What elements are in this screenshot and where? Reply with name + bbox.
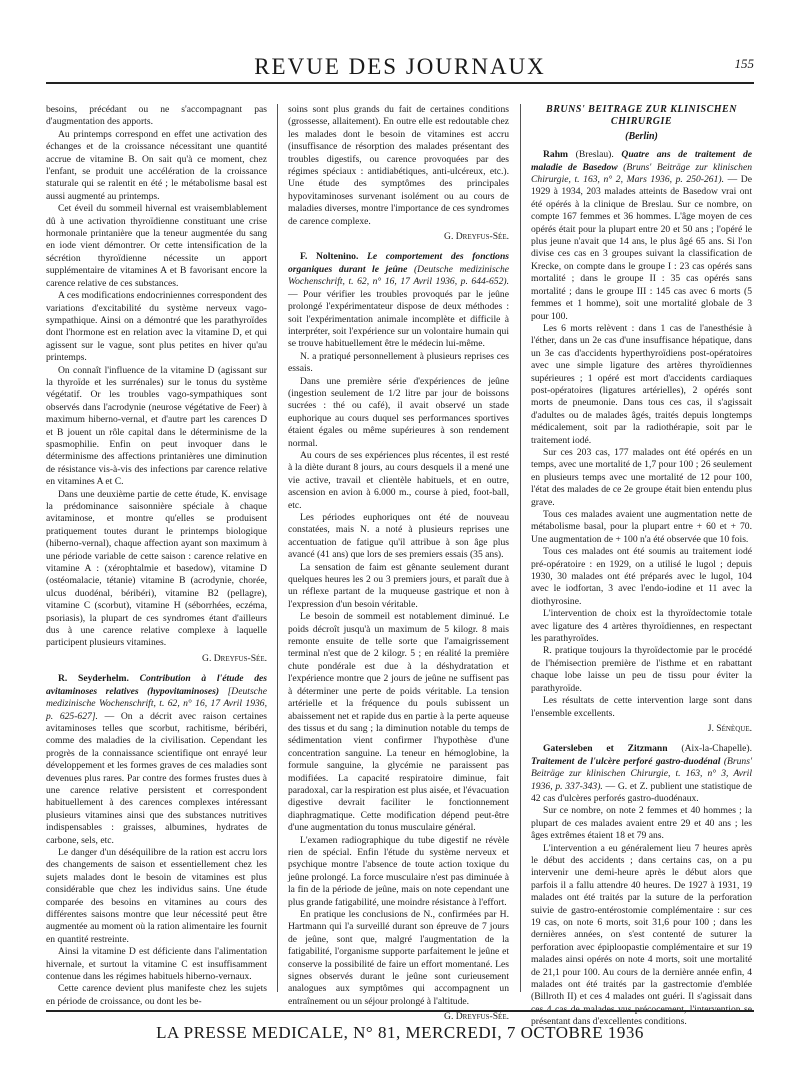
paragraph: Cette carence devient plus manifeste chez les sujets en période de croissance, ou dont les be- (46, 983, 267, 1007)
paragraph: Au printemps correspond en effet une activation des échanges et de la croissance nécessitant une quantité accrue de vitamine B. On sait qu'à ce moment, chez l'enfant, se produit une accélération de la croissance staturale qui se ralentit en été ; le métabolisme basal est aussi augmenté au printemps. (46, 128, 267, 202)
paragraph: besoins, précédant ou ne s'accompagnant pas d'augmentation des apports. (46, 104, 267, 128)
article-author: R. Seyderhelm. (58, 673, 129, 685)
column-divider (277, 104, 278, 992)
article-heading (46, 673, 267, 847)
signature: J. Sénèque. (707, 722, 752, 734)
paragraph: Les résultats de cette intervention large sont dans l'ensemble excellents. (531, 695, 752, 719)
article-reference: (Bruns' Beiträge zur klinischen Chirurgie, t. 163, n° 2, Mars 1936, p. 250-261). (531, 161, 753, 186)
article-heading (531, 743, 752, 805)
signature: G. Dreyfus-Sée. (444, 1011, 509, 1023)
paragraph: A ces modifications endocriniennes correspondent des variations d'excitabilité du système nerveux vago-sympathique. Ainsi on a démontré que les parathyroïdes dont l'hormone est en relation avec la vitamine D, et qui agissent sur le vague, sont plus petites en hiver qu'au printemps. (46, 290, 267, 364)
article-authors: Gatersleben et Zitzmann (543, 743, 668, 755)
paragraph: Les 6 morts relèvent : dans 1 cas de l'anesthésie à l'éther, dans un 2e cas d'une insuffisance hépatique, dans un 3e cas d'accidents hyperthyroïdiens post-opératoires avec une simple ligature des artères thyroïdiennes supérieures ; 1 opéré est mort d'accidents cardiaques post-opératoires (ligatures artérielles), 2 opérés sont morts de pneumonie. Dans tous ces cas, il s'agissait d'adultes ou de malades âgés, traités depuis longtemps médicalement, soit par la radiothérapie, soit par le traitement iodé. (531, 322, 752, 446)
journal-section-heading: BRUNS' BEITRAGE ZUR KLINISCHEN CHIRURGIE (546, 104, 737, 128)
article-author: F. Noltenino. (300, 251, 359, 263)
article-author: Rahm (543, 149, 569, 161)
paragraph: N. a pratiqué personnellement à plusieurs reprises ces essais. (288, 350, 509, 375)
article-title: Le comportement des fonctions organiques durant le jeûne (288, 251, 510, 275)
article-reference: [Deutsche medizinische Wochenschrift, t. 62, n° 16, 17 Avril 1936, p. 625-627]. (46, 685, 267, 722)
paragraph: Le besoin de sommeil est notablement diminué. Le poids décroît jusqu'à un maximum de 5 kilogr. 8 mais remonte ensuite de telle sorte que l'amaigrissement terminal n'est que de 2 kilogr. 5 ; en réalité la première chute pondérale est due à la déshydratation et l'expérience montre que 2 jours de jeûne ne suffisent pas à déterminer une perte de poids véritable. La tension artérielle et la fréquence du pouls subissent un abaissement net et rapide dus en partie à la perte aqueuse des tissus et du sang ; la diminution notable du temps de sédimentation vient confirmer l'hypothèse d'une concentration sanguine. La teneur en hémoglobine, la formule sanguine, la glycémie ne paraissent pas modifiées. La capacité respiratoire diminue, fait paradoxal, car la respiration est plus aisée, et l'évacuation digestive devrait faciliter le fonctionnement diaphragmatique. Cette modification dépend peut-être d'une augmentation du tonus musculaire général. (288, 611, 509, 834)
paragraph: On connaît l'influence de la vitamine D (agissant sur la thyroïde et les surrénales) sur le tonus du système végétatif. Or les troubles vago-sympathiques sont observés dans l'acrodynie (neurose végétative de Feer) à maximum hiberno-vernal, et d'autre part les carences D et B jouent un rôle capital dans le déterminisme de la spasmophilie. Enfin on peut invoquer dans le déterminisme des affections printanières une diminution de résistance vis-à-vis des infections par carence relative en vitamines A et C. (46, 364, 267, 488)
article-title: Contribution à l'étude des avitaminoses relatives (hypovitaminoses) (46, 673, 267, 697)
paragraph: R. pratique toujours la thyroïdectomie par le procédé de l'hémisection première de l'isthme et en rabattant chaque lobe laisse un peu de tissu pour éviter la parathyroïde. (531, 645, 752, 694)
publication-line: LA PRESSE MEDICALE, N° 81, MERCREDI, 7 OCTOBRE 1936 (156, 1023, 644, 1042)
page-header (46, 48, 754, 84)
signature: G. Dreyfus-Sée. (202, 652, 267, 664)
paragraph: Tous ces malades avaient une augmentation nette de métabolisme basal, pour la plupart entre + 60 et + 70. Une augmentation de + 100 n'a été observée que 10 fois. (531, 509, 752, 545)
article-place: (Breslau). (575, 149, 614, 161)
paragraph: Sur ces 203 cas, 177 malades ont été opérés en un temps, avec une mortalité de 1,7 pour 100 ; 26 seulement en plusieurs temps avec une mortalité de 12 pour 100, l'état des malades de ce 2e groupe était bien entendu plus grave. (531, 446, 752, 508)
article-lead: — Pour vérifier les troubles provoqués par le jeûne prolongé l'expérimentateur dispose de deux méthodes : soit l'expérimentation animale incomplète et difficile à interpréter, soit l'expérience sur un volontaire humain qui se trouve habituellement être le médecin lui-même. (288, 288, 509, 350)
paragraph: L'examen radiographique du tube digestif ne révèle rien de spécial. Enfin l'étude du système nerveux et psychique montre l'absence de toute action toxique du jeûne prolongé. La force musculaire n'est pas diminuée à la fin de la période de jeûne, mais on note cependant une plus grande fatigabilité, une moindre résistance à l'effort. (288, 834, 509, 908)
paragraph: Les périodes euphoriques ont été de nouveau constatées, mais N. a noté à plusieurs reprises une accentuation de fatigue qu'il attribue à son âge plus avancé (41 ans) que lors de ses premiers essais (35 ans). (288, 512, 509, 561)
article-columns (46, 104, 754, 1028)
article-title: Traitement de l'ulcère perforé gastro-duodénal (531, 755, 721, 767)
paragraph: Ainsi la vitamine D est déficiente dans l'alimentation hivernale, et surtout la vitamine C est insuffisamment contenue dans les régimes habituels hiberno-vernaux. (46, 946, 267, 983)
paragraph: Au cours de ses expériences plus récentes, il est resté à la diète durant 8 jours, au cours desquels il a mené une vie active, travail et clientèle habituels, et en outre, ascension en avion à 6.000 m., course à pied, foot-ball, etc. (288, 449, 509, 511)
paragraph: L'intervention a eu généralement lieu 7 heures après le début des accidents ; dans certains cas, on a pu intervenir une demi-heure après le début alors que parfois il a fallu attendre 40 heures. De 1927 à 1931, 19 malades ont été traités par la suture de la perforation suivie de gastro-entérostomie complémentaire : sur ces 19 cas, on note 6 morts, soit 31,6 pour 100 ; dans les dernières années, on s'est contenté de suturer la perforation avec épiploopastie complémentaire et sur 19 malades ainsi opérés on note 4 morts, soit une mortalité de 21,1 pour 100. Au cours de la dernière année enfin, 4 malades ont été traités par la gastrectomie d'emblée (Billroth II) et ces 4 malades ont guéri. Il s'agissait dans ces 4 cas de malades vus précocement, l'intervention se présentant dans d'excellentes conditions. (531, 842, 752, 1028)
article-lead: — On a décrit avec raison certaines avitaminoses telles que scorbut, rachitisme, béribéri, comme des maladies de la civilisation. Cependant les progrès de la connaissance scientifique ont enrayé leur développement et les formes graves de ces maladies sont devenues plus rares. Par contre des formes frustes dues à une carence relative persistent et correspondent habituellement à des carences complexes intéressant plusieurs vitamines ainsi que des substances nutritives indispensables : graisses, albumines, hydrates de carbone, sels, etc. (46, 710, 267, 846)
column-1 (46, 104, 267, 1007)
paragraph: Dans une première série d'expériences de jeûne (ingestion seulement de 1/2 litre par jour de boissons sucrées : thé ou café), il avait observé un stade euphorique au cours duquel ses performances sportives étaient égales ou même supérieures à son rendement normal. (288, 375, 509, 449)
article-heading (288, 251, 509, 350)
paragraph: Dans une deuxième partie de cette étude, K. envisage la prédominance saisonnière spéciale à chaque avitaminose, et montre qu'elles se produisent pratiquement toutes durant le printemps biologique (hiberno-vernal), chaque affection ayant son maximum à une période variable de cette saison : carence relative en vitamine A : (xérophtalmie et basedow), vitamine D (ostéomalacie, tétanie) vitamine B (acrodynie, chorée, ulcus duodénal, béribéri), vitamine B2 (pellagre), vitamine C (scorbut), vitamine H (séborrhées, eczéma, psoriasis), la plupart de ces syndromes étant d'ailleurs dus à une carence relative complexe à laquelle participent plusieurs vitamines. (46, 488, 267, 649)
article-reference: (Bruns' Beiträge zur klinischen Chirurgie, t. 163, n° 3, Avril 1936, p. 337-343). (531, 755, 752, 792)
paragraph: Sur ce nombre, on note 2 femmes et 40 hommes ; la plupart de ces malades avaient entre 29 et 40 ans ; les âges extrêmes étaient 18 et 79 ans. (531, 805, 752, 842)
column-3 (531, 104, 753, 1028)
journal-section-title: REVUE DES JOURNAUX (254, 54, 546, 79)
paragraph: Tous ces malades ont été soumis au traitement iodé pré-opératoire : en 1929, on a utilisé le lugol ; depuis 1930, 30 malades ont été préparés avec le lugol, 104 avec le iodfortan, 3 avec l'endo-iodine et 11 avec la diothyrosine. (531, 546, 752, 607)
article-heading (531, 149, 752, 323)
paragraph: soins sont plus grands du fait de certaines conditions (grossesse, allaitement). En outre elle est redoutable chez les malades dont le besoin de vitamines est accru (insuffisance de résorption des malades présentant des troubles digestifs, ou carence provoquées par des régimes spéciaux : antidiabétiques, anti-ulcéreux, etc.). Une étude des symptômes des principales hypovitaminoses survenant isolément ou au cours de maladies diverses, montre l'importance de ces syndromes de carence complexe. (288, 104, 509, 227)
paragraph: Le danger d'un déséquilibre de la ration est accru lors des changements de saison et essentiellement chez les sujets malades dont le besoin de vitamines est plus considérable que chez les individus sains. Une étude comparée des besoins en vitamines au cours des différentes saisons montre que leur nécessité peut être augmentée au moment où la ration alimentaire les fournit en quantité restreinte. (46, 846, 267, 945)
article-reference: (Deutsche medizinische Wochenschrift, t. 62, n° 16, 17 Avril 1936, p. 644-652). (288, 263, 509, 288)
article-title: Quatre ans de traitement de maladie de Basedow (531, 149, 752, 173)
article-lead: — G. et Z. publient une statistique de 42 cas d'ulcères perforés gastro-duodénaux. (531, 780, 752, 804)
signature: G. Dreyfus-Sée. (444, 231, 509, 243)
column-divider (520, 104, 521, 992)
paragraph: En pratique les conclusions de N., confirmées par H. Hartmann qui l'a surveillé durant son épreuve de 7 jours de jeûne, sont que, malgré l'augmentation de la fatigabilité, l'organisme supporte parfaitement le jeûne et conserve la possibilité de faire un effort momentané. Les signes observés durant le jeûne sont curieusement analogues aux symptômes qui accompagnent un entraînement ou un séjour prolongé à l'altitude. (288, 909, 509, 1007)
journal-section-city: (Berlin) (625, 130, 658, 142)
page-footer (46, 1010, 754, 1052)
column-2 (288, 104, 510, 1023)
article-lead: — De 1929 à 1934, 203 malades atteints de Basedow vrai ont été opérés à la clinique de Breslau. Sur ce nombre, on compte 167 femmes et 36 hommes. L'âge moyen de ces opérés était pour la plupart entre 20 et 50 ans ; l'opéré le plus jeune n'avait que 14 ans, le plus âgé 65 ans. Si l'on divise ces cas en 3 groupes suivant la classification de Krecke, on compte dans le groupe I : 23 cas opérés sans mortalité ; dans le groupe II : 35 cas opérés sans mortalité ; dans le groupe III : 145 cas avec 6 morts (5 femmes et 1 homme), soit une mortalité globale de 3 pour 100. (531, 174, 752, 322)
paragraph: La sensation de faim est gênante seulement durant quelques heures les 2 ou 3 premiers jours, et paraît due à un réflexe partant de la muqueuse gastrique et non à l'expression d'un besoin véritable. (288, 561, 509, 610)
paragraph: L'intervention de choix est la thyroïdectomie totale avec ligature des 4 artères thyroïdiennes, en respectant les parathyroïdes. (531, 608, 752, 645)
paragraph: Cet éveil du sommeil hivernal est vraisemblablement dû à une activation thyroïdienne constituant une crise hormonale printanière que la teneur augmentée du sang en iode vient démontrer. Or cette intensification de la sécrétion thyroïdienne nécessite un apport supplémentaire de vitamines A et B favorisant encore la carence relative de ces substances. (46, 203, 267, 289)
page-number: 155 (734, 56, 754, 71)
article-place: (Aix-la-Chapelle). (681, 743, 752, 755)
